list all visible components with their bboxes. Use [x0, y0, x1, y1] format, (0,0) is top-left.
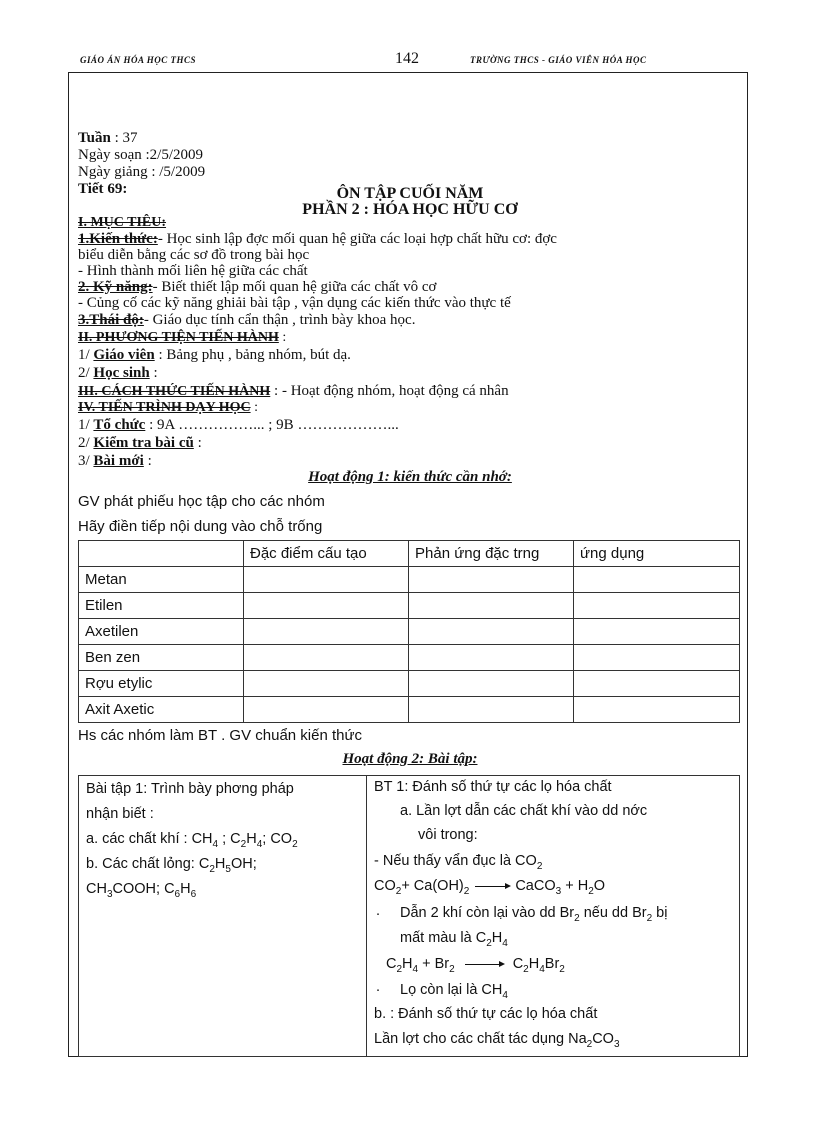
means-heading-tail: : [278, 330, 287, 345]
teacher-label: Giáo viên [93, 347, 155, 363]
table-cell[interactable] [574, 567, 740, 593]
activity1-line1: GV phát phiếu học tập cho các nhóm [78, 493, 325, 510]
new-lesson-line [78, 453, 152, 469]
ex-right-line11 [374, 1031, 620, 1050]
check-label: Kiểm tra bài cũ [93, 435, 194, 451]
means-heading: II. PHƯƠNG TIỆN TIẾN HÀNH [78, 330, 279, 345]
f-a: H [246, 831, 257, 847]
ex-right-line7 [400, 930, 508, 949]
f-sub: 4 [256, 838, 263, 850]
organization-text: : 9A ……………... ; 9B ………………... [145, 417, 399, 433]
new-prefix: 3/ [78, 453, 94, 469]
f-a: - Nếu thấy vẩn đục là CO [374, 853, 537, 869]
student-text: : [149, 365, 158, 381]
table-cell[interactable] [574, 593, 740, 619]
attitude-line [78, 312, 415, 328]
check-line [78, 435, 202, 451]
teacher-text: : Bảng phụ , bảng nhóm, bút dạ. [154, 347, 351, 363]
table-cell[interactable] [409, 697, 574, 723]
title-line2: PHẦN 2 : HÓA HỌC HỮU CƠ [302, 201, 518, 218]
student-line [78, 365, 158, 381]
table-row [79, 645, 740, 671]
table-header-cell: ứng dụng [574, 541, 740, 567]
bullet-dot-icon: . [376, 979, 381, 995]
period-value: 69: [107, 181, 128, 197]
knowledge-label: 1.Kiến thức: [78, 231, 158, 247]
table-header-cell [79, 541, 244, 567]
table-row-label: Metan [79, 567, 244, 593]
period-label: Tiết [78, 181, 104, 197]
week-label: Tuần [78, 130, 111, 146]
table-cell[interactable] [244, 593, 409, 619]
f-a: + H [561, 878, 589, 894]
table-cell[interactable] [574, 619, 740, 645]
header-left-text: GIÁO ÁN HÓA HỌC THCS [80, 55, 197, 65]
table-cell[interactable] [409, 567, 574, 593]
f-sub: 2 [536, 860, 543, 872]
f-sub: 6 [190, 888, 197, 900]
activity1-title: Hoạt động 1: kiến thức cần nhớ: [308, 469, 512, 485]
f-a: + Ca(OH) [401, 878, 464, 894]
f-sub: 5 [225, 863, 231, 875]
check-text: : [193, 435, 202, 451]
f-sub: 4 [539, 963, 545, 975]
f-sub: 2 [486, 937, 492, 949]
period-line [78, 181, 127, 197]
ex-right-line3: vôi trong: [418, 827, 478, 843]
organization-label: Tổ chức [93, 417, 146, 433]
table-cell[interactable] [409, 645, 574, 671]
f-sub: 2 [396, 963, 403, 975]
f-a: mất màu là C [400, 930, 487, 946]
table-cell[interactable] [574, 671, 740, 697]
title-line1: ÔN TẬP CUỐI NĂM [336, 185, 484, 202]
week-value: : 37 [110, 130, 138, 146]
f-sub: 2 [463, 885, 470, 897]
f-a: CO [592, 1031, 614, 1047]
ex-right-line1: BT 1: Đánh số thứ tự các lọ hóa chất [374, 779, 612, 795]
ex-left-line5 [86, 881, 196, 900]
objectives-heading: I. MỤC TIÊU: [78, 215, 167, 230]
table-row-label: Axetilen [79, 619, 244, 645]
ex-left-line4 [86, 856, 257, 875]
f-a: b. Các chất lỏng: C [86, 856, 210, 872]
f-a: OH; [230, 856, 257, 872]
table-cell[interactable] [244, 645, 409, 671]
f-a: H [491, 930, 503, 946]
table-row [79, 593, 740, 619]
method-text: : - Hoạt động nhóm, hoạt động cá nhân [270, 383, 509, 399]
header-right-text: TRƯỜNG THCS - GIÁO VIÊN HÓA HỌC [470, 55, 647, 65]
f-sub: 2 [646, 912, 653, 924]
week-line [78, 130, 137, 146]
f-sub: 4 [412, 963, 419, 975]
f-sub: 4 [502, 989, 508, 1001]
f-a: H [528, 956, 540, 972]
process-heading-line [78, 400, 258, 416]
activity1-after: Hs các nhóm làm BT . GV chuẩn kiến thức [78, 727, 363, 744]
f-sub: 2 [395, 885, 402, 897]
table-header-cell: Đặc điểm cấu tạo [244, 541, 409, 567]
knowledge-table [78, 540, 740, 723]
table-cell[interactable] [574, 697, 740, 723]
f-a: CH [86, 881, 107, 897]
ex-right-line10: b. : Đánh số thứ tự các lọ hóa chất [374, 1006, 598, 1022]
table-cell[interactable] [409, 619, 574, 645]
method-line [78, 383, 509, 400]
f-sub: 2 [240, 838, 247, 850]
f-sub: 2 [449, 963, 455, 975]
f-a: Lọ còn lại là CH [400, 982, 503, 998]
knowledge-text-2: biểu diễn bằng các sơ đồ trong bài học [78, 247, 310, 263]
knowledge-text: - Học sinh lập đợc mối quan hệ giữa các loại hợp chất hữu cơ: đợc [157, 231, 557, 247]
table-cell[interactable] [409, 593, 574, 619]
table-cell[interactable] [244, 619, 409, 645]
table-header-row [79, 541, 740, 567]
f-sub: 3 [613, 1038, 620, 1050]
f-sub: 2 [292, 838, 298, 850]
process-heading-tail: : [250, 400, 258, 415]
ex-right-line5 [374, 878, 605, 897]
skills-text-2: - Củng cố các kỹ năng ghiải bài tập , vận dụng các kiến thức vào thực tế [78, 295, 511, 311]
attitude-text: - Giáo dục tính cẩn thận , trình bày khoa học. [143, 312, 416, 328]
f-a: C [512, 956, 524, 972]
ex-right-line4 [374, 853, 542, 872]
means-heading-line [78, 330, 286, 346]
student-label: Học sinh [93, 365, 150, 381]
f-sub: 2 [559, 963, 565, 975]
ex-right-line6 [400, 905, 667, 924]
attitude-label: 3.Thái độ: [78, 312, 144, 328]
skills-text: - Biết thiết lập mối quan hệ giữa các chất vô cơ [152, 279, 437, 295]
f-sub: 3 [555, 885, 562, 897]
check-prefix: 2/ [78, 435, 94, 451]
f-a: CO [374, 878, 396, 894]
f-a: Br [544, 956, 560, 972]
f-a: COOH; C [112, 881, 175, 897]
table-cell[interactable] [244, 697, 409, 723]
ex-right-line2: a. Lần lợt dẫn các chất khí vào dd nớc [400, 803, 648, 819]
f-a: Dẫn 2 khí còn lại vào dd Br [400, 905, 575, 921]
table-row-label: Ben zen [79, 645, 244, 671]
teach-date: Ngày giảng : /5/2009 [78, 164, 206, 180]
f-a: C [386, 956, 397, 972]
skills-line [78, 279, 437, 295]
table-cell[interactable] [574, 645, 740, 671]
f-a: H [402, 956, 413, 972]
ex-left-line1: Bài tập 1: Trình bày phơng pháp [86, 781, 294, 797]
f-a: ; C [218, 831, 241, 847]
teacher-prefix: 1/ [78, 347, 94, 363]
f-a: H [180, 881, 191, 897]
f-sub: 4 [502, 937, 508, 949]
ex-right-line8 [386, 956, 565, 975]
ex-left-line3 [86, 831, 298, 850]
skills-label: 2. Kỹ năng: [78, 279, 153, 295]
table-row [79, 671, 740, 697]
f-sub: 2 [209, 863, 215, 875]
method-heading: III. CÁCH THỨC TIẾN HÀNH [78, 384, 271, 399]
table-row-label: Etilen [79, 593, 244, 619]
table-row-label: Axit Axetic [79, 697, 244, 723]
teacher-line [78, 347, 351, 363]
f-sub: 2 [588, 885, 594, 897]
org-prefix: 1/ [78, 417, 94, 433]
f-a: ; CO [262, 831, 293, 847]
table-row [79, 567, 740, 593]
table-cell[interactable] [409, 671, 574, 697]
page-number: 142 [395, 50, 419, 67]
f-a: nếu dd Br [579, 905, 647, 921]
process-heading: IV. TIẾN TRÌNH DẠY HỌC [78, 400, 251, 415]
new-lesson-label: Bài mới [93, 453, 144, 469]
reaction-arrow-icon [475, 886, 509, 887]
organization-line [78, 417, 399, 433]
f-a: bị [652, 905, 668, 921]
f-a: H [214, 856, 226, 872]
bullet-dot-icon: . [376, 903, 381, 919]
ex-right-line9 [400, 982, 508, 1001]
new-lesson-text: : [143, 453, 152, 469]
reaction-arrow-icon [465, 964, 503, 965]
f-a: CaCO [515, 878, 556, 894]
table-header-cell: Phản ứng đặc trng [409, 541, 574, 567]
table-cell[interactable] [244, 567, 409, 593]
prep-date: Ngày soạn :2/5/2009 [78, 147, 203, 163]
ex-left-line2: nhận biết : [86, 806, 154, 822]
f-sub: 6 [174, 888, 181, 900]
activity2-title: Hoạt động 2: Bài tập: [342, 751, 478, 767]
knowledge-text-3: - Hình thành mối liên hệ giữa các chất [78, 263, 308, 279]
table-row [79, 619, 740, 645]
table-row-label: Rợu etylic [79, 671, 244, 697]
f-sub: 4 [212, 838, 219, 850]
f-a: + Br [418, 956, 450, 972]
f-a: a. các chất khí : CH [86, 831, 213, 847]
table-row [79, 697, 740, 723]
f-a: Lần lợt cho các chất tác dụng Na [374, 1031, 587, 1047]
table-cell[interactable] [244, 671, 409, 697]
activity1-line2: Hãy điền tiếp nội dung vào chỗ trống [78, 518, 323, 535]
f-a: O [593, 878, 606, 894]
f-sub: 2 [586, 1038, 593, 1050]
knowledge-line [78, 231, 557, 247]
student-prefix: 2/ [78, 365, 94, 381]
f-sub: 2 [574, 912, 580, 924]
f-sub: 2 [523, 963, 529, 975]
f-sub: 3 [106, 888, 113, 900]
